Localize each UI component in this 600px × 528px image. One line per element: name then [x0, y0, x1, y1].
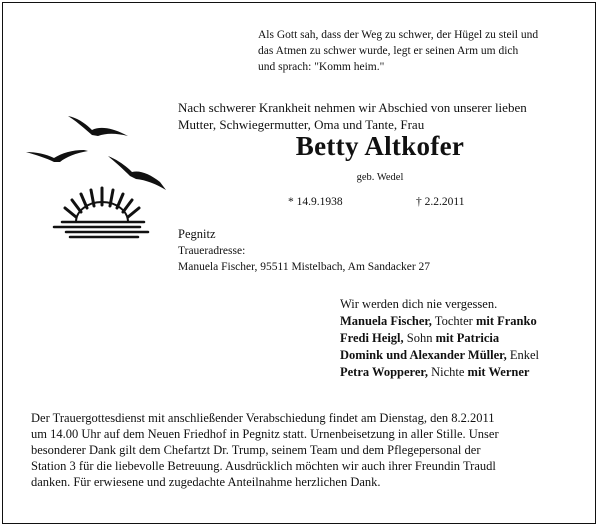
mourners-list: [340, 296, 539, 381]
quote-line: Als Gott sah, dass der Weg zu schwer, der Hügel zu steil und: [258, 29, 539, 41]
mourner-relation: Nichte: [427, 365, 468, 379]
mourner-name: mit Patricia: [435, 331, 500, 345]
deceased-name: Betty Altkofer: [295, 131, 465, 161]
mourning-address: [178, 226, 430, 275]
quote-line: das Atmen zu schwer wurde, legt er seinen Arm um dich: [258, 45, 519, 57]
birth-date: * 14.9.1938: [288, 196, 343, 208]
mourner-name: mit Werner: [467, 365, 530, 379]
intro-line: Nach schwerer Krankheit nehmen wir Abschied von unserer lieben: [178, 100, 527, 115]
closing-line: Station 3 für die liebevolle Betreuung. Ausdrücklich möchten wir auch ihrer Freundin Traudl: [31, 459, 496, 473]
mourner-name: Fredi Heigl,: [340, 331, 404, 345]
mourner-line: [340, 347, 539, 364]
intro-line: Mutter, Schwiegermutter, Oma und Tante, Frau: [178, 117, 425, 132]
intro-text: [178, 99, 578, 133]
mourner-name: mit Franko: [475, 314, 537, 328]
mourners-heading: Wir werden dich nie vergessen.: [340, 297, 498, 311]
birds-and-sunset-icon: [20, 108, 180, 240]
closing-line: Der Trauergottesdienst mit anschließender Verabschiedung findet am Dienstag, den 8.2.2011: [31, 411, 495, 425]
closing-line: danken. Für erwiesene und zugedachte Anteilnahme herzlichen Dank.: [31, 475, 381, 489]
mourner-line: [340, 364, 539, 381]
death-date: † 2.2.2011: [416, 196, 465, 208]
city-label: Pegnitz: [178, 227, 216, 241]
closing-text: [31, 410, 579, 490]
closing-line: um 14.00 Uhr auf dem Neuen Friedhof in Pegnitz statt. Urnenbeisetzung in aller Stille. Unser: [31, 427, 499, 441]
mourner-line: [340, 330, 539, 347]
quote-line: und sprach: "Komm heim.": [258, 61, 385, 73]
maiden-name: geb. Wedel: [356, 172, 404, 183]
address-line: Manuela Fischer, 95511 Mistelbach, Am Sandacker 27: [178, 261, 431, 273]
closing-line: besonderer Dank gilt dem Chefartzt Dr. Trump, seinem Team und dem Pflegepersonal der: [31, 443, 481, 457]
mourner-relation: Enkel: [506, 348, 539, 362]
mourner-line: [340, 313, 539, 330]
address-label: Traueradresse:: [178, 245, 246, 257]
mourner-relation: Sohn: [403, 331, 436, 345]
mourner-name: Petra Wopperer,: [340, 365, 428, 379]
mourner-name: Domink und Alexander Müller,: [340, 348, 507, 362]
memorial-quote: [258, 27, 578, 75]
mourner-relation: Tochter: [431, 314, 476, 328]
mourner-name: Manuela Fischer,: [340, 314, 432, 328]
